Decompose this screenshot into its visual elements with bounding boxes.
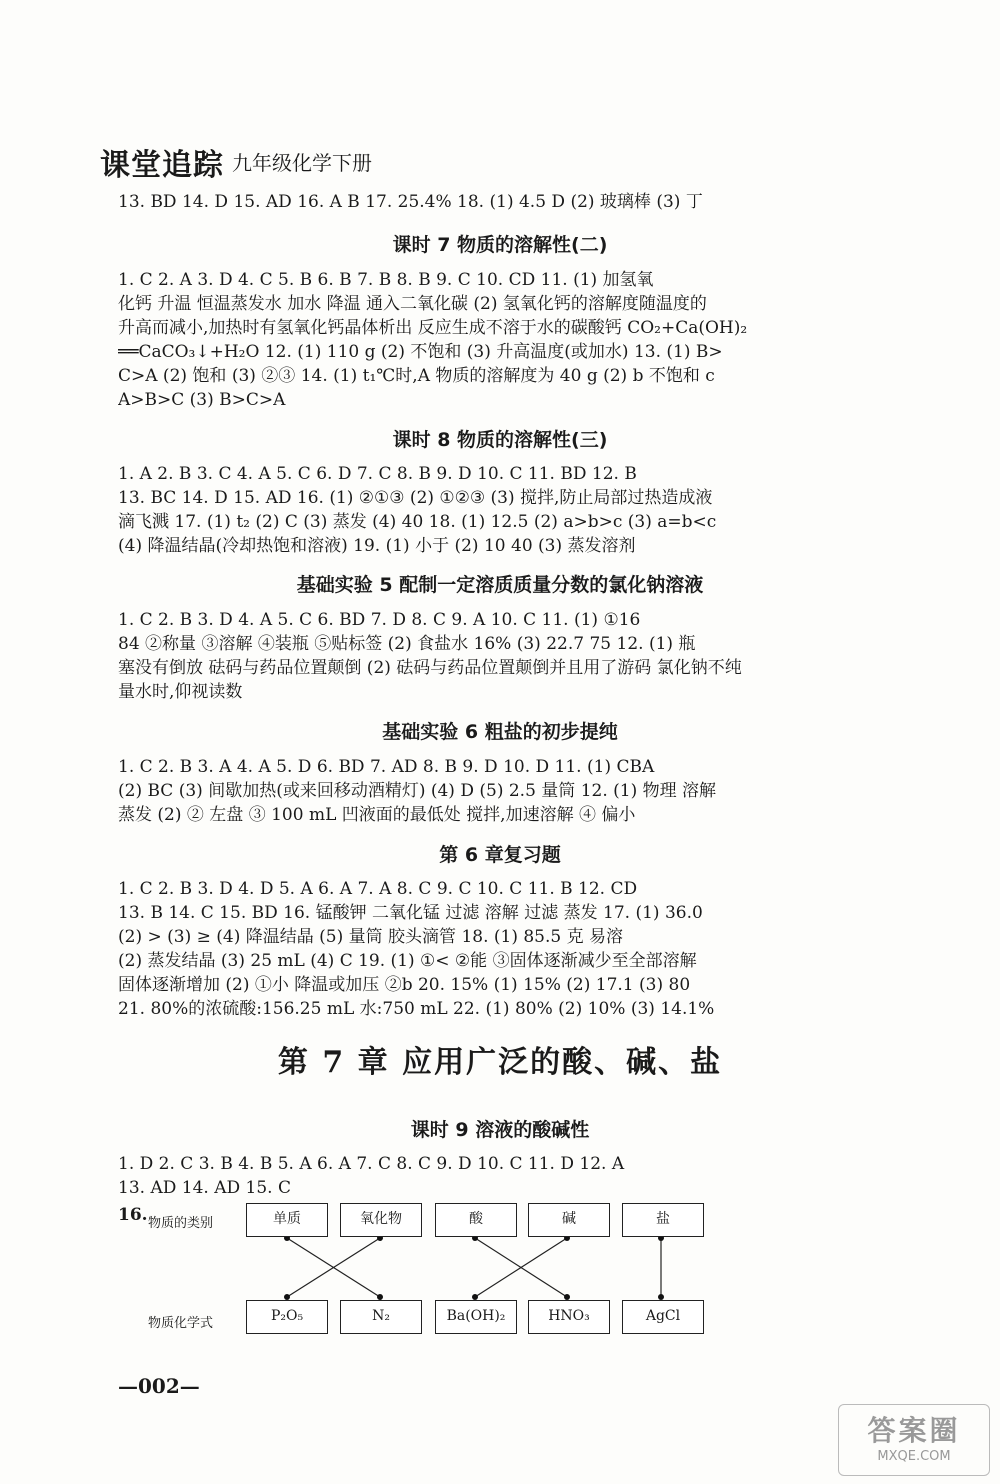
answer-line: 量水时,仰视读数: [118, 682, 243, 702]
category-box-oxide: 氧化物: [340, 1203, 422, 1237]
answer-line: (2) BC (3) 间歇加热(或来回移动酒精灯) (4) D (5) 2.5 量筒 12. (1) 物理 溶解: [118, 781, 717, 801]
answer-line: 塞没有倒放 砝码与药品位置颠倒 (2) 砝码与药品位置颠倒并且用了游码 氯化钠不纯: [118, 658, 742, 678]
answer-line: 滴飞溅 17. (1) t₂ (2) C (3) 蒸发 (4) 40 18. (1) 12.5 (2) a>b>c (3) a=b<c: [118, 512, 717, 532]
page-number: —002—: [118, 1374, 200, 1398]
answer-line: 化钙 升温 恒温蒸发水 加水 降温 通入二氧化碳 (2) 氢氧化钙的溶解度随温度的: [118, 294, 707, 314]
section-heading: 基础实验 6 粗盐的初步提纯: [382, 721, 618, 743]
section-heading: 课时 9 溶液的酸碱性: [410, 1119, 590, 1141]
answer-line: 固体逐渐增加 (2) ①小 降温或加压 ②b 20. 15% (1) 15% (2) 17.1 (3) 80: [118, 975, 691, 995]
formula-box-baoh2: Ba(OH)₂: [435, 1300, 517, 1334]
answer-line: 13. B 14. C 15. BD 16. 锰酸钾 二氧化锰 过滤 溶解 过滤 蒸发 17. (1) 36.0: [118, 903, 703, 923]
category-row-label: 物质的类别: [148, 1216, 214, 1231]
section-heading: 课时 8 物质的溶解性(三): [392, 429, 608, 451]
section-heading: 课时 7 物质的溶解性(二): [392, 234, 608, 256]
answer-line: 1. C 2. A 3. D 4. C 5. B 6. B 7. B 8. B 9. C 10. CD 11. (1) 加氢氧: [118, 270, 654, 290]
formula-box-agcl: AgCl: [622, 1300, 704, 1334]
formula-box-p2o5: P₂O₅: [246, 1300, 328, 1334]
answer-line: ══CaCO₃↓+H₂O 12. (1) 110 g (2) 不饱和 (3) 升高温度(或加水) 13. (1) B>: [118, 342, 723, 362]
category-box-base: 碱: [528, 1203, 610, 1237]
category-box-elemental: 单质: [246, 1203, 328, 1237]
answer-line: 13. AD 14. AD 15. C: [118, 1178, 291, 1198]
answer-line: 升高而减小,加热时有氢氧化钙晶体析出 反应生成不溶于水的碳酸钙 CO₂+Ca(OH)₂: [118, 318, 748, 338]
formula-box-hno3: HNO₃: [528, 1300, 610, 1334]
question-number: 16.: [118, 1205, 148, 1225]
formula-row-label: 物质化学式: [148, 1316, 214, 1331]
answer-line: A>B>C (3) B>C>A: [118, 390, 286, 410]
answer-line: 1. C 2. B 3. A 4. A 5. D 6. BD 7. AD 8. B 9. D 10. D 11. (1) CBA: [118, 757, 655, 777]
answer-line: (2) > (3) ≥ (4) 降温结晶 (5) 量筒 胶头滴管 18. (1) 85.5 克 易溶: [118, 927, 624, 947]
answer-line: (4) 降温结晶(冷却热饱和溶液) 19. (1) 小于 (2) 10 40 (3) 蒸发溶剂: [118, 536, 636, 556]
answer-line: 1. C 2. B 3. D 4. A 5. C 6. BD 7. D 8. C 9. A 10. C 11. (1) ①16: [118, 610, 641, 630]
answer-line: 13. BD 14. D 15. AD 16. A B 17. 25.4% 18. (1) 4.5 D (2) 玻璃棒 (3) 丁: [118, 192, 703, 212]
section-heading: 第 6 章复习题: [439, 844, 561, 866]
answer-line: 1. A 2. B 3. C 4. A 5. C 6. D 7. C 8. B 9. D 10. C 11. BD 12. B: [118, 464, 637, 484]
answer-line: 21. 80%的浓硫酸:156.25 mL 水:750 mL 22. (1) 80% (2) 10% (3) 14.1%: [118, 999, 715, 1019]
brand-logo-text: 课堂追踪: [100, 148, 224, 183]
watermark-top: 答案圈: [867, 1414, 961, 1447]
answer-line: 1. C 2. B 3. D 4. D 5. A 6. A 7. A 8. C 9. C 10. C 11. B 12. CD: [118, 879, 638, 899]
section-heading: 基础实验 5 配制一定溶质质量分数的氯化钠溶液: [296, 574, 704, 596]
answer-line: 1. D 2. C 3. B 4. B 5. A 6. A 7. C 8. C 9. D 10. C 11. D 12. A: [118, 1154, 625, 1174]
formula-box-n2: N₂: [340, 1300, 422, 1334]
answer-line: C>A (2) 饱和 (3) ②③ 14. (1) t₁℃时,A 物质的溶解度为 40 g (2) b 不饱和 c: [118, 366, 715, 386]
category-box-acid: 酸: [435, 1203, 517, 1237]
book-subtitle: 九年级化学下册: [232, 151, 372, 175]
watermark-bottom: MXQE.COM: [877, 1449, 951, 1464]
category-box-salt: 盐: [622, 1203, 704, 1237]
answer-line: (2) 蒸发结晶 (3) 25 mL (4) C 19. (1) ①< ②能 ③固体逐渐减少至全部溶解: [118, 951, 697, 971]
answer-line: 84 ②称量 ③溶解 ④装瓶 ⑤贴标签 (2) 食盐水 16% (3) 22.7 75 12. (1) 瓶: [118, 634, 696, 654]
watermark-logo: [838, 1404, 990, 1476]
chapter-title: 第 7 章 应用广泛的酸、碱、盐: [277, 1045, 723, 1080]
answer-line: 13. BC 14. D 15. AD 16. (1) ②①③ (2) ①②③ (3) 搅拌,防止局部过热造成液: [118, 488, 713, 508]
answer-line: 蒸发 (2) ② 左盘 ③ 100 mL 凹液面的最低处 搅拌,加速溶解 ④ 偏小: [118, 805, 636, 825]
